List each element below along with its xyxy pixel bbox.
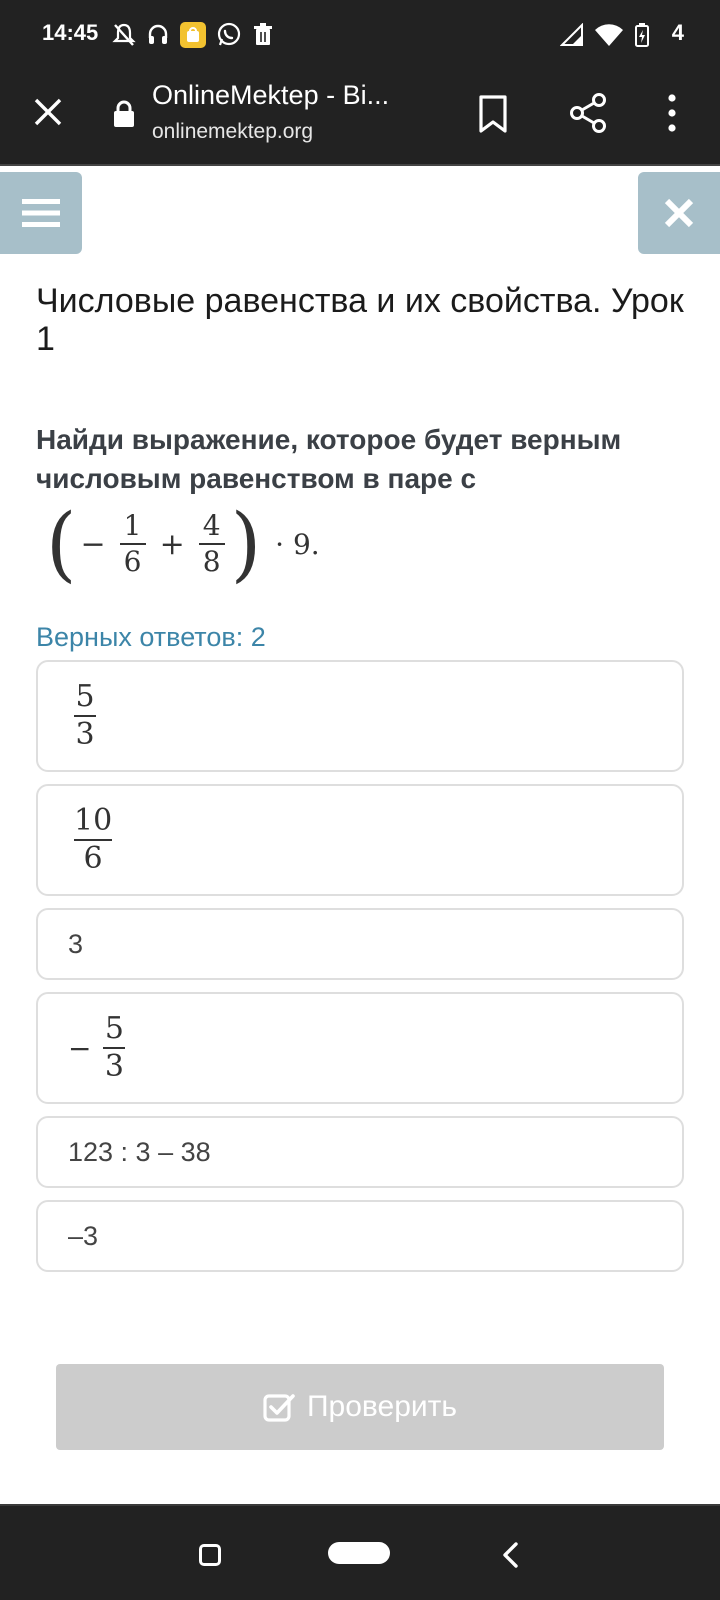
lesson-title: Числовые равенства и их свойства. Урок 1 <box>36 282 684 358</box>
status-time: 14:45 <box>42 20 99 45</box>
answer-text: 123 : 3 – 38 <box>68 1136 211 1167</box>
formula-open-paren: ( <box>46 496 77 592</box>
fraction-numerator: 5 <box>75 679 95 714</box>
fraction-numerator: 10 <box>74 803 113 838</box>
lock-icon <box>112 100 136 128</box>
headset-icon <box>146 22 170 48</box>
answer-option-4[interactable] <box>36 992 684 1104</box>
share-icon[interactable] <box>568 92 608 134</box>
check-button-label: Проверить <box>306 1390 458 1423</box>
answer-option-3[interactable] <box>36 908 684 980</box>
battery-icon <box>634 22 650 48</box>
answer-option-2[interactable] <box>36 784 684 896</box>
answer-fraction <box>103 1011 125 1085</box>
fraction-denominator: 6 <box>123 545 142 578</box>
checkbox-check-icon <box>263 1392 295 1422</box>
bookmark-icon[interactable] <box>478 94 508 134</box>
status-bar <box>0 0 720 70</box>
fraction-denominator: 6 <box>83 841 103 876</box>
more-menu-icon[interactable] <box>662 92 682 134</box>
browser-url[interactable]: onlinemektep.org <box>152 120 314 143</box>
answer-text: 3 <box>68 928 84 959</box>
answer-option-5[interactable] <box>36 1116 684 1188</box>
fraction-denominator: 3 <box>75 717 95 752</box>
formula-plus: + <box>159 526 185 562</box>
battery-level: 4 <box>671 20 684 45</box>
check-button[interactable] <box>56 1364 664 1450</box>
answer-sign: − <box>68 1031 92 1065</box>
whatsapp-icon <box>216 22 242 48</box>
system-navigation-bar <box>0 1504 720 1600</box>
formula-close-paren: ) <box>230 496 262 592</box>
answer-text: –3 <box>68 1220 99 1251</box>
signal-icon <box>560 23 584 47</box>
fraction-numerator: 1 <box>123 509 142 542</box>
status-icons-left <box>112 20 274 50</box>
mute-icon <box>112 22 136 48</box>
fraction-numerator: 4 <box>202 509 221 542</box>
back-icon[interactable] <box>498 1540 522 1570</box>
formula-tail: · 9. <box>275 527 320 561</box>
recent-apps-button[interactable] <box>199 1544 221 1566</box>
trash-icon <box>252 22 274 48</box>
answer-option-1[interactable] <box>36 660 684 772</box>
correct-answers-count: Верных ответов: 2 <box>36 622 266 652</box>
question-formula <box>46 498 328 590</box>
formula-fraction-1 <box>120 509 146 579</box>
home-button[interactable] <box>328 1542 390 1564</box>
close-tab-icon[interactable] <box>30 94 66 130</box>
notification-icon <box>180 22 206 48</box>
fraction-denominator: 3 <box>104 1049 125 1084</box>
fraction-numerator: 5 <box>104 1011 125 1046</box>
browser-toolbar <box>0 70 720 166</box>
fraction-denominator: 8 <box>202 545 221 578</box>
hamburger-icon <box>22 198 60 228</box>
question-text: Найди выражение, которое будет верным числовым равенством в паре с <box>36 424 622 494</box>
answer-fraction <box>74 803 112 877</box>
wifi-icon <box>594 23 624 47</box>
close-lesson-button[interactable] <box>638 172 720 254</box>
close-icon <box>663 197 695 229</box>
answer-option-6[interactable] <box>36 1200 684 1272</box>
browser-page-title[interactable]: OnlineMektep - Bi... <box>152 80 390 110</box>
sidebar-menu-button[interactable] <box>0 172 82 254</box>
formula-minus: − <box>80 526 106 562</box>
formula-fraction-2 <box>199 509 225 579</box>
status-icons-right <box>560 20 650 50</box>
answer-fraction <box>74 679 96 753</box>
